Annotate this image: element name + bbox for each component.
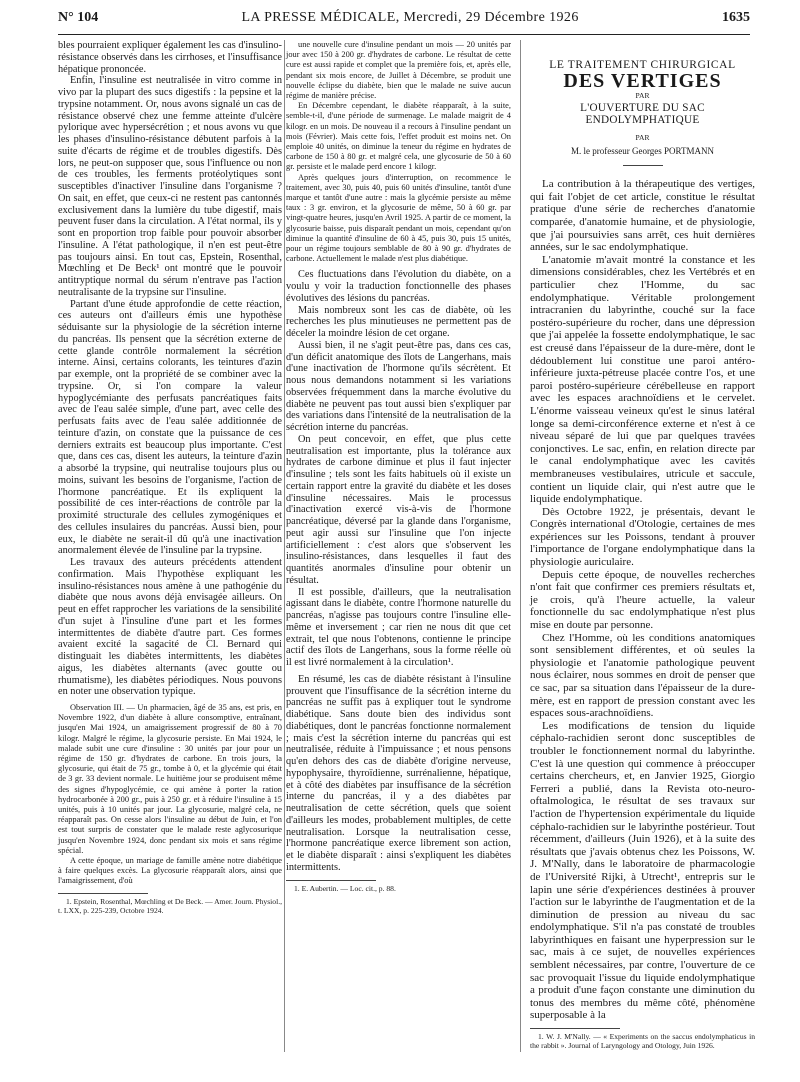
journal-title: LA PRESSE MÉDICALE, Mercredi, 29 Décembre 1926 (241, 10, 579, 25)
header-rule (58, 34, 750, 35)
page-header (58, 10, 750, 32)
observation-paragraph: Après quelques jours d'interruption, on recommence le traitement, avec 30, puis 40, puis 60 unités d'insuline, tantôt d'une marque et tantôt d'une autre : mais la glycémie persiste au même taux : 3 gr. environ, et la glycosurie de même, 50 à 60 gr. par vingt-quatre heures, jusqu'en Avril 1925. A partir de ce moment, la glycosurie baisse, puis disparaît pendant un mois, cependant qu'on diminue la quantité d'insuline de 60 à 45, puis 30, puis 15 unités, pour un régime toujours semblable de 80 à 90 gr. d'hydrates de carbone. Actuellement le malade n'est plus diabétique. (286, 172, 511, 264)
issue-number: N° 104 (58, 10, 99, 25)
observation-paragraph: Observation III. — Un pharmacien, âgé de 35 ans, est pris, en Novembre 1922, d'un diabète à allure consomptive, entraînant, jusqu'en Mai 1924, un amaigrissement progressif de 80 à 70 kilogr. Malgré le régime, la glycosurie persiste. En Mai 1924, le malade subit une cure d'insuline : 30 unités par jour pour un régime de 150 gr. d'hydrates de carbone. En trois jours, la glycosurie, qui était de 75 gr., tombe à 0, et la glycémie qui était de 3 gr. 33 devient normale. Le huitième jour se produisent même des signes d'hypoglycémie, ce qui amène à porter la ration hydrocarbonée à 200 gr., puis à 250 gr. et à réduire l'insuline à 15 unités, puis à 10 unités par jour. La glycosurie, malgré cela, ne réapparaît pas. On cesse alors l'insuline au début de Juin, et l'on est tout surpris de constater que le malade reste aglycosurique jusqu'en Novembre 1924, donc pendant six mois et sans régime spécial. (58, 703, 282, 855)
article-title-line: L'OUVERTURE DU SAC ENDOLYMPHATIQUE (580, 102, 705, 126)
article-author: M. le professeur Georges PORTMANN (570, 145, 715, 156)
footnote-rule (286, 880, 376, 881)
paragraph: Aussi bien, il ne s'agit peut-être pas, dans ces cas, d'un déficit anatomique des îlots de Langerhans, mais d'une inactivation de l'hormone qu'ils sécrètent. Et nous nous demandons notamment si les variations observées fréquemment dans la marche évolutive du diabète ne peuvent pas tout aussi bien s'expliquer par des variations dans l'intensité de la neutralisation de la sécrétion interne du pancréas. (286, 339, 511, 434)
paragraph: Il est possible, d'ailleurs, que la neutralisation agissant dans le diabète, contre l'hormone naturelle du pancréas, n'agisse pas toujours contre l'insuline elle-même et inversement ; car rien ne nous dit que cet extrait, tel que nous l'obtenons, contienne le principe actif des îlots de Langerhans, sous la forme réelle où il est livré normalement à la circulation¹. (286, 586, 511, 669)
observation-paragraph: une nouvelle cure d'insuline pendant un mois — 20 unités par jour avec 150 à 200 gr. d'hydrates de carbone. Le résultat de cette cure est aussi rapide et complet que la première fois, et, après elle, pendant six mois encore, de Juillet à Décembre, se produit une nouvelle éclipse du diabète, bien que le malade ne suive aucun régime de manière précise. (286, 40, 511, 101)
paragraph: En résumé, les cas de diabète résistant à l'insuline prouvent que l'insuffisance de la sécrétion interne du pancréas ne suffit pas à expliquer tout le syndrome diabétique. Sans doute bien des individus sont diabétiques, dont le pancréas fonctionne normalement ; mais c'est la sécrétion interne du pancréas qui est neutralisée, réduite à l'impuissance ; et nous pensons qu'en dehors des cas de diabète d'origine nerveuse, hypophysaire, thyroïdienne, surrénalienne, hépatique, et à côté des diabètes par insuffisance de la sécrétion interne du pancréas, il y a des diabètes par neutralisation de cette sécrétion, quels que soient d'ailleurs les modes, probablement multiples, de cette neutralisation. Lorsque la neutralisation cesse, l'hormone pancréatique exerce librement son action, et le diabète disparaît : ainsi s'expliquent les diabètes intermittents. (286, 673, 511, 873)
paragraph: Chez l'Homme, où les conditions anatomiques sont sensiblement différentes, et où seules la physiologie et l'anatomie pathologique peuvent nous éclairer, nous sommes en droit de penser que ce sac, par sa situation dans l'épaisseur de la dure-mère, est en rapport de pression constant avec les espaces sous-arachnoïdiens. (530, 631, 755, 720)
observation-paragraph: En Décembre cependant, le diabète réapparaît, à la suite, semble-t-il, d'une période de surmenage. Le malade maigrit de 4 kilogr. en un mois. De nouveau il a recours à l'insuline pendant un mois (Février). Mais cette fois, l'effet produit est moins net. On emploie 40 unités, on diminue la teneur du régime en hydrates de carbone de 150 à 80 gr. et malgré cela, une glycosurie de 50 à 60 gr. persiste et le malade perd encore 1 kilogr. (286, 101, 511, 172)
footnote: 1. Epstein, Rosenthal, Mœchling et De Beck. — Amer. Journ. Physiol., t. LXX, p. 225-239, Octobre 1924. (58, 896, 282, 916)
paragraph: Partant d'une étude approfondie de cette réaction, ces auteurs ont d'ailleurs émis une hypothèse séduisante sur la physiologie de la sécrétion interne du pancréas. Ils pensent que la sécrétion externe de cette glande contrôle normalement la sécrétion interne. Ainsi, certains colorants, les teintures d'azin par exemple, ont la propriété de se combiner avec la trypsine. Or, si l'on compare la valeur hypoglycémiante des perfusats pancréatiques faits avec de l'eau salée simple, d'une part, avec celle des perfusats faits avec de l'eau salée additionnée de teinture d'azin, on constate que la puissance de ces derniers extraits est beaucoup plus importante. C'est que, dans ces cas, disent les auteurs, la teinture d'azin a absorbé la trypsine, qui neutralise toujours plus ou moins, suivant les besoins de l'organisme, l'action de l'hormone pancréatique. Et ils expliquent la possibilité de ces inter-réactions de contrôle par la proximité structurale des cellules zymogéniques et des cellules insulaires du pancréas. Aussi bien, pour eux, le diabète ne serait-il dû qu'à une inactivation anormalement élevée de l'insuline par la trypsine. (58, 298, 282, 557)
footnote-rule (530, 1028, 620, 1029)
column-divider-1 (284, 40, 285, 1052)
title-rule (623, 165, 663, 166)
footnote-rule (58, 893, 148, 894)
article-title-main: DES VERTIGES (563, 69, 722, 92)
paragraph: L'anatomie m'avait montré la constance et les dimensions considérables, chez les Vertébrés et en particulier chez l'Homme, du sac endolymphatique. Véritable prolongement intracranien du labyrinthe, couché sur la face postéro-supérieure du rocher, dans une dépression que j'ai appelée la fossette endolymphatique, le sac est creusé dans l'épaisseur de la dure-mère, dont le dédoublement lui constitue une paroi antéro-inférieure juxta-pétreuse placée contre l'os, et une paroi postéro-supérieure cérébelleuse en rapport avec les espaces arachnoïdiens et le cervelet. L'énorme vaisseau veineux qu'est le sinus latéral longe sa demi-circonférence externe et n'est à ce niveau séparé de lui que par quelques travées conjonctives. Le sac, enfin, en relation directe par le canal endolymphatique avec les cavités membraneuses vestibulaires, utricule et saccule, contient un liquide clair, qui n'est autre que le liquide endolymphatique. (530, 253, 755, 506)
column-2 (286, 40, 511, 893)
article-title-line: LE TRAITEMENT CHIRURGICAL (549, 59, 736, 71)
paragraph: Depuis cette époque, de nouvelles recherches n'ont fait que confirmer ces premiers résultats et, je crois, qu'à l'heure actuelle, la valeur fonctionnelle du sac endolymphatique n'est plus mise en doute par personne. (530, 568, 755, 632)
article-title-block (530, 60, 755, 157)
footnote: 1. W. J. M'Nally. — « Experiments on the saccus endolymphaticus in the rabbit ». Journal of Laryngology and Otology, Juin 1926. (530, 1032, 755, 1051)
paragraph: Les modifications de tension du liquide céphalo-rachidien seront donc susceptibles de troubler le fonctionnement normal du labyrinthe. C'est là une question qui commence à préoccuper certains chercheurs, et, en Janvier 1925, Giorgio Ferreri a publié, dans la Revista oto-neuro-oftalmologica, le résultat de ses travaux sur l'action de l'hypertension expérimentale du liquide céphalo-rachidien sur le labyrinthe postérieur. Tout récemment, d'ailleurs (Juin 1926), et à la suite des résultats que j'avais obtenus chez les Poissons, W. J. M'Nally, dans le laboratoire de pharmacologie de l'Université Rijki, à Utrecht¹, entrepris sur le lapin une série d'expériences destinées à prouver l'action sur le labyrinthe de l'augmentation et de la diminution de pression au niveau du sac endolymphatique. S'il n'a pas constaté de troubles labyrinthiques en faisant une hyperpression sur le sac, mais à ce sujet, de nouvelles expériences semblent nécessaires, par contre, l'ouverture de ce sac provoquait l'issue du liquide endolymphatique a produit d'une façon constante une diminution du tonus des membres du même côté, phénomène superposable à la (530, 719, 755, 1022)
column-3 (530, 40, 755, 1051)
paragraph: Ces fluctuations dans l'évolution du diabète, on a voulu y voir la traduction fonctionnelle des phases évolutives des lésions du pancréas. (286, 269, 511, 304)
paragraph: La contribution à la thérapeutique des vertiges, qui fait l'objet de cet article, constitue le résultat pratique d'une série de recherches d'anatomie comparée, d'anatomie humaine, et de physiologie, que j'ai poursuivies sans arrêt, ces huit dernières années, sur le sac endolymphatique. (530, 178, 755, 254)
column-1 (58, 40, 282, 915)
paragraph: Mais nombreux sont les cas de diabète, où les recherches les plus minutieuses ne permettent pas de déceler la moindre lésion de cet organe. (286, 304, 511, 340)
paragraph: Dès Octobre 1922, je présentais, devant le Congrès international d'Otologie, certaines de mes expériences sur les Poissons, tendant à prouver l'importance de l'organe endolymphatique dans la physiologie auriculaire. (530, 505, 755, 569)
paragraph: bles pourraient expliquer également les cas d'insulino-résistance observés dans les cirrhoses, et l'insuffisance hépatique prononcée. (58, 40, 282, 75)
paragraph: Enfin, l'insuline est neutralisée in vitro comme in vivo par la plupart des sucs digestifs : la pepsine et la trypsine notamment. Or, nous avons signalé un cas de résistance observé chez une femme atteinte d'ulcère pylorique avec hypersécrétion ; et nous avons vu que les phases d'insulino-résistance débutent parfois à la suite d'écarts de régime et de troubles digestifs. Dès lors, ne peut-on supposer que, sous l'influence ou non de ces troubles, les ferments protéolytiques sont susceptibles d'inactiver l'insuline dans l'organisme ? On sait, en effet, que ceux-ci ne restent pas cantonnés exclusivement dans la lumière du tube digestif, mais peuvent fuser dans la circulation. A l'état normal, ils y sont en proportion trop faible pour pouvoir absorber l'insuline. A l'état pathologique, il n'en est peut-être pas toujours ainsi. En tout cas, Epstein, Rosenthal, Mœchling et De Beck¹ ont montré que le pouvoir antitryptique normal du sérum n'entrave pas l'action neutralisante de la trypsine sur l'insuline. (58, 75, 282, 298)
column-divider-2 (520, 40, 521, 1052)
paragraph: On peut concevoir, en effet, que plus cette neutralisation est importante, plus la tolérance aux hydrates de carbone diminue et plus il faut injecter d'insuline ; tels sont les faits habituels où il existe un certain rapport entre la gravité du diabète et les doses d'insuline nécessaires. Mais le processus d'inactivation exercé vis-à-vis de l'hormone pancréatique, déversé par la glande dans l'organisme, peut agir aussi sur l'insuline que l'on injecte artificiellement : c'est alors que s'observent les insulino-résistances, dans lesquelles il faut des quantités anormales d'insuline pour obtenir un résultat. (286, 433, 511, 586)
observation-paragraph: A cette époque, un mariage de famille amène notre diabétique à faire quelques excès. La glycosurie réapparaît alors, ainsi que l'amaigrissement, d'où (58, 856, 282, 886)
paragraph: Les travaux des auteurs précédents attendent confirmation. Mais l'hypothèse expliquant les insulino-résistances nous amène à une pathogénie du diabète que nous avons déjà envisagée ailleurs. On peut en effet rapprocher les variations de la sensibilité d'un sujet à l'insuline d'une part et les formes intermittentes de diabète d'autre part. Ces formes avaient excité la sagacité de Cl. Bernard qui distinguait les diabètes intermittents, les diabètes aigus, les diabètes alternants (avec goutte ou rhumatisme), les diabètes périodiques. Nous pouvons en noter une observation typique. (58, 557, 282, 698)
page-number: 1635 (722, 10, 750, 25)
footnote: 1. E. Aubertin. — Loc. cit., p. 88. (294, 883, 396, 893)
article-title-par: PAR (635, 90, 650, 100)
article-author-par: PAR (635, 132, 650, 142)
